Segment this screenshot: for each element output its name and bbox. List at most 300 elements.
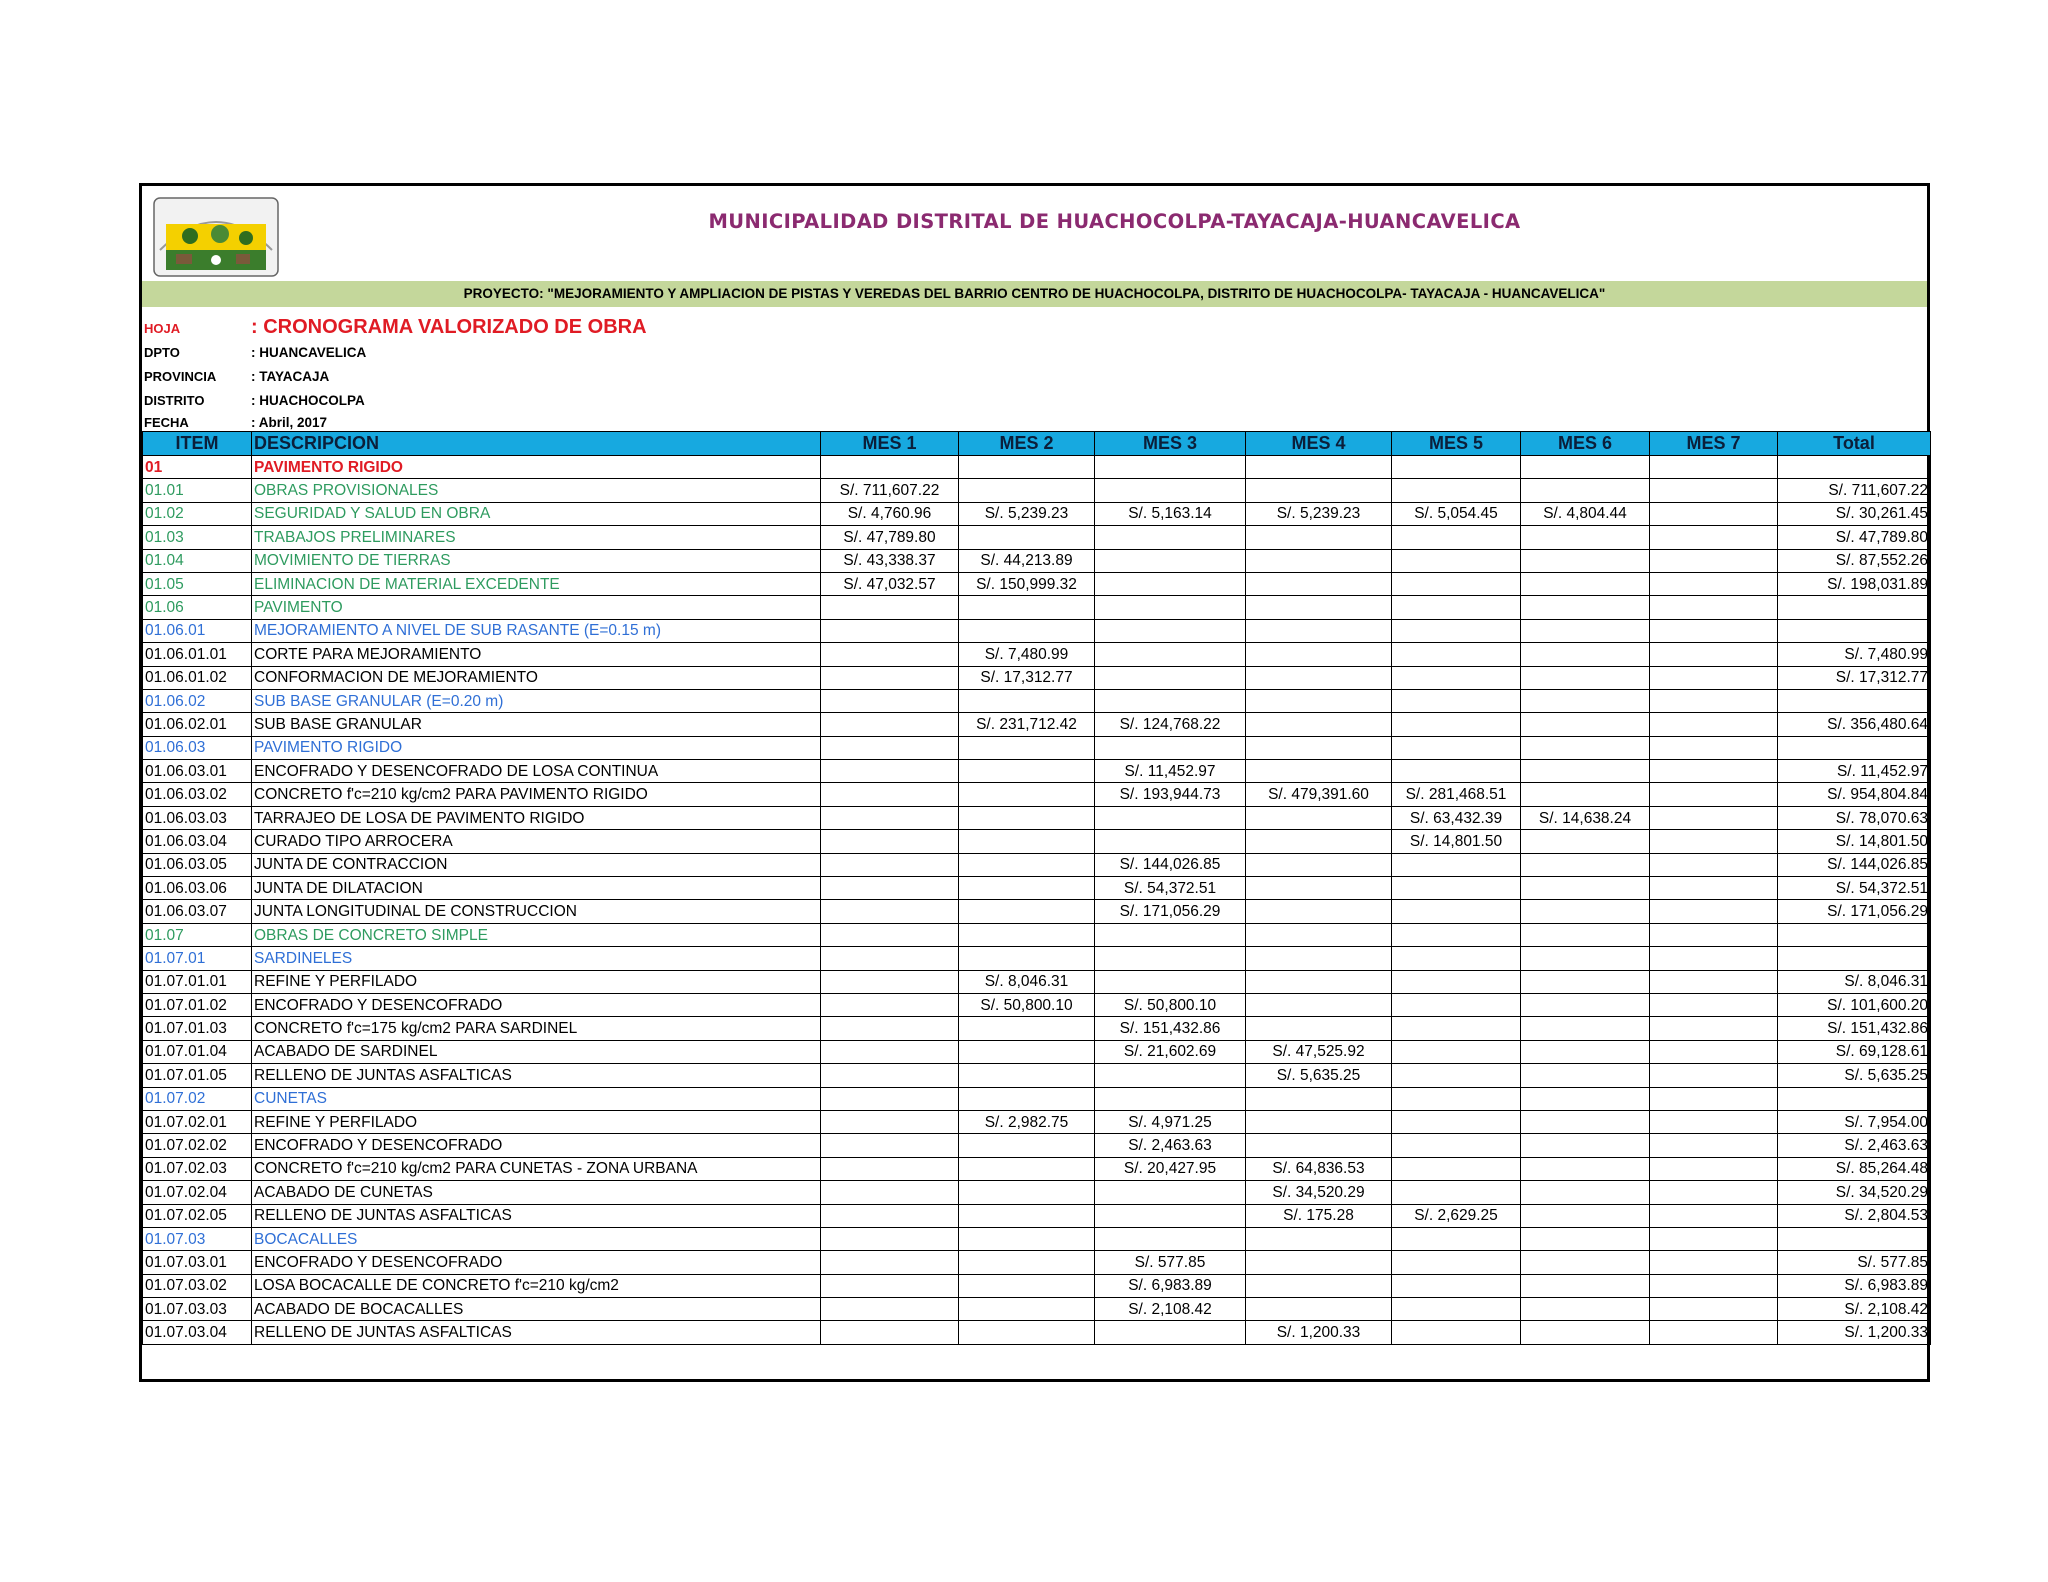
mes-4-cell: [1246, 1134, 1392, 1157]
mes-2-cell: [959, 1040, 1095, 1063]
mes-2-cell: [959, 1017, 1095, 1040]
mes-4-cell: [1246, 760, 1392, 783]
col-header-total: Total: [1778, 432, 1931, 456]
table-row: [143, 1157, 1931, 1180]
mes-5-cell: [1392, 1321, 1521, 1344]
mes-5-cell: [1392, 1017, 1521, 1040]
sheet-title: : CRONOGRAMA VALORIZADO DE OBRA: [251, 316, 647, 338]
mes-6-cell: [1521, 596, 1650, 619]
total-cell: S/. 577.85: [1778, 1251, 1931, 1274]
mes-7-cell: [1650, 596, 1778, 619]
table-row: [143, 736, 1931, 759]
mes-1-cell: [821, 1110, 959, 1133]
description-cell: CURADO TIPO ARROCERA: [252, 830, 821, 853]
mes-5-cell: [1392, 923, 1521, 946]
mes-7-cell: [1650, 713, 1778, 736]
mes-1-cell: [821, 596, 959, 619]
mes-4-cell: [1246, 1110, 1392, 1133]
mes-5-cell: [1392, 572, 1521, 595]
total-cell: [1778, 456, 1931, 479]
mes-4-cell: [1246, 877, 1392, 900]
mes-5-cell: [1392, 666, 1521, 689]
item-code-cell: 01.07.01.05: [143, 1064, 252, 1087]
item-code-cell: 01.07: [143, 923, 252, 946]
meta-provincia: [142, 366, 1042, 388]
mes-2-cell: [959, 947, 1095, 970]
mes-6-cell: S/. 4,804.44: [1521, 502, 1650, 525]
mes-7-cell: [1650, 993, 1778, 1016]
table-row: [143, 923, 1931, 946]
mes-2-cell: [959, 619, 1095, 642]
table-row: [143, 830, 1931, 853]
description-cell: ENCOFRADO Y DESENCOFRADO DE LOSA CONTINUA: [252, 760, 821, 783]
mes-1-cell: [821, 643, 959, 666]
description-cell: OBRAS PROVISIONALES: [252, 479, 821, 502]
mes-7-cell: [1650, 1321, 1778, 1344]
mes-3-cell: S/. 50,800.10: [1095, 993, 1246, 1016]
mes-4-cell: [1246, 479, 1392, 502]
mes-3-cell: [1095, 572, 1246, 595]
meta-fecha: [142, 414, 1042, 432]
mes-6-cell: [1521, 830, 1650, 853]
mes-3-cell: S/. 20,427.95: [1095, 1157, 1246, 1180]
table-row: [143, 993, 1931, 1016]
mes-4-cell: S/. 175.28: [1246, 1204, 1392, 1227]
description-cell: JUNTA LONGITUDINAL DE CONSTRUCCION: [252, 900, 821, 923]
mes-5-cell: [1392, 853, 1521, 876]
total-cell: S/. 11,452.97: [1778, 760, 1931, 783]
total-cell: S/. 2,804.53: [1778, 1204, 1931, 1227]
mes-5-cell: [1392, 643, 1521, 666]
mes-2-cell: [959, 1134, 1095, 1157]
description-cell: JUNTA DE DILATACION: [252, 877, 821, 900]
total-cell: S/. 54,372.51: [1778, 877, 1931, 900]
mes-4-cell: [1246, 713, 1392, 736]
table-row: [143, 549, 1931, 572]
total-cell: [1778, 689, 1931, 712]
item-code-cell: 01.03: [143, 526, 252, 549]
mes-6-cell: [1521, 1181, 1650, 1204]
mes-3-cell: S/. 2,463.63: [1095, 1134, 1246, 1157]
mes-1-cell: S/. 43,338.37: [821, 549, 959, 572]
item-code-cell: 01.06.03.03: [143, 806, 252, 829]
mes-4-cell: [1246, 643, 1392, 666]
meta-value: : HUACHOCOLPA: [251, 393, 365, 408]
mes-7-cell: [1650, 502, 1778, 525]
table-row: [143, 689, 1931, 712]
table-row: [143, 1274, 1931, 1297]
total-cell: S/. 78,070.63: [1778, 806, 1931, 829]
mes-1-cell: [821, 1087, 959, 1110]
table-row: [143, 526, 1931, 549]
mes-3-cell: [1095, 549, 1246, 572]
mes-6-cell: [1521, 713, 1650, 736]
description-cell: SEGURIDAD Y SALUD EN OBRA: [252, 502, 821, 525]
mes-2-cell: [959, 1087, 1095, 1110]
mes-6-cell: S/. 14,638.24: [1521, 806, 1650, 829]
mes-1-cell: [821, 1321, 959, 1344]
mes-4-cell: [1246, 947, 1392, 970]
mes-6-cell: [1521, 900, 1650, 923]
description-cell: TRABAJOS PRELIMINARES: [252, 526, 821, 549]
mes-5-cell: [1392, 479, 1521, 502]
item-code-cell: 01.02: [143, 502, 252, 525]
table-row: [143, 643, 1931, 666]
table-row: [143, 1321, 1931, 1344]
table-row: [143, 1251, 1931, 1274]
mes-5-cell: [1392, 877, 1521, 900]
description-cell: ACABADO DE CUNETAS: [252, 1181, 821, 1204]
mes-4-cell: [1246, 970, 1392, 993]
municipality-title: MUNICIPALIDAD DISTRITAL DE HUACHOCOLPA-TAYACAJA-HUANCAVELICA: [708, 210, 1521, 233]
col-header-mes-6: MES 6: [1521, 432, 1650, 456]
mes-1-cell: [821, 1298, 959, 1321]
mes-5-cell: [1392, 1134, 1521, 1157]
description-cell: TARRAJEO DE LOSA DE PAVIMENTO RIGIDO: [252, 806, 821, 829]
mes-1-cell: S/. 711,607.22: [821, 479, 959, 502]
item-code-cell: 01.06.03.01: [143, 760, 252, 783]
col-header-mes-7: MES 7: [1650, 432, 1778, 456]
col-header-mes-1: MES 1: [821, 432, 959, 456]
table-body: [143, 456, 1931, 1345]
description-cell: CORTE PARA MEJORAMIENTO: [252, 643, 821, 666]
mes-5-cell: S/. 14,801.50: [1392, 830, 1521, 853]
description-cell: SARDINELES: [252, 947, 821, 970]
table-row: [143, 947, 1931, 970]
table-row: [143, 1064, 1931, 1087]
col-header-mes-4: MES 4: [1246, 432, 1392, 456]
mes-3-cell: [1095, 666, 1246, 689]
mes-4-cell: S/. 5,635.25: [1246, 1064, 1392, 1087]
mes-5-cell: [1392, 1110, 1521, 1133]
table-row: [143, 1087, 1931, 1110]
mes-4-cell: [1246, 1087, 1392, 1110]
mes-7-cell: [1650, 1204, 1778, 1227]
mes-5-cell: [1392, 970, 1521, 993]
description-cell: PAVIMENTO: [252, 596, 821, 619]
mes-6-cell: [1521, 1087, 1650, 1110]
mes-4-cell: S/. 479,391.60: [1246, 783, 1392, 806]
mes-3-cell: S/. 577.85: [1095, 1251, 1246, 1274]
mes-5-cell: [1392, 736, 1521, 759]
mes-7-cell: [1650, 760, 1778, 783]
mes-2-cell: S/. 8,046.31: [959, 970, 1095, 993]
meta-label: HOJA: [144, 321, 181, 336]
mes-6-cell: [1521, 853, 1650, 876]
table-row: [143, 760, 1931, 783]
table-row: [143, 1181, 1931, 1204]
mes-7-cell: [1650, 479, 1778, 502]
description-cell: BOCACALLES: [252, 1227, 821, 1250]
mes-1-cell: [821, 1274, 959, 1297]
mes-6-cell: [1521, 1204, 1650, 1227]
mes-6-cell: [1521, 1227, 1650, 1250]
total-cell: S/. 2,463.63: [1778, 1134, 1931, 1157]
mes-1-cell: [821, 1204, 959, 1227]
mes-3-cell: [1095, 689, 1246, 712]
total-cell: S/. 144,026.85: [1778, 853, 1931, 876]
mes-3-cell: [1095, 1204, 1246, 1227]
mes-1-cell: [821, 1157, 959, 1180]
meta-dpto: [142, 342, 1042, 364]
mes-2-cell: [959, 853, 1095, 876]
mes-3-cell: S/. 54,372.51: [1095, 877, 1246, 900]
mes-4-cell: [1246, 689, 1392, 712]
description-cell: JUNTA DE CONTRACCION: [252, 853, 821, 876]
mes-5-cell: [1392, 1251, 1521, 1274]
mes-3-cell: [1095, 1087, 1246, 1110]
mes-2-cell: [959, 596, 1095, 619]
mes-6-cell: [1521, 947, 1650, 970]
item-code-cell: 01.06.03.05: [143, 853, 252, 876]
table-row: [143, 1204, 1931, 1227]
description-cell: CONCRETO f'c=210 kg/cm2 PARA CUNETAS - ZONA URBANA: [252, 1157, 821, 1180]
mes-3-cell: [1095, 806, 1246, 829]
mes-3-cell: S/. 144,026.85: [1095, 853, 1246, 876]
mes-7-cell: [1650, 1134, 1778, 1157]
mes-2-cell: S/. 231,712.42: [959, 713, 1095, 736]
mes-7-cell: [1650, 619, 1778, 642]
mes-1-cell: [821, 1064, 959, 1087]
mes-2-cell: S/. 17,312.77: [959, 666, 1095, 689]
mes-5-cell: [1392, 1298, 1521, 1321]
description-cell: PAVIMENTO RIGIDO: [252, 736, 821, 759]
mes-4-cell: [1246, 666, 1392, 689]
mes-4-cell: [1246, 1251, 1392, 1274]
item-code-cell: 01.01: [143, 479, 252, 502]
mes-1-cell: [821, 900, 959, 923]
mes-3-cell: [1095, 479, 1246, 502]
mes-3-cell: S/. 6,983.89: [1095, 1274, 1246, 1297]
mes-5-cell: [1392, 947, 1521, 970]
mes-7-cell: [1650, 549, 1778, 572]
mes-7-cell: [1650, 643, 1778, 666]
table-row: [143, 970, 1931, 993]
total-cell: S/. 2,108.42: [1778, 1298, 1931, 1321]
item-code-cell: 01.07.02.03: [143, 1157, 252, 1180]
total-cell: S/. 954,804.84: [1778, 783, 1931, 806]
total-cell: S/. 7,954.00: [1778, 1110, 1931, 1133]
mes-4-cell: [1246, 549, 1392, 572]
mes-6-cell: [1521, 1134, 1650, 1157]
mes-4-cell: [1246, 1298, 1392, 1321]
meta-value: : HUANCAVELICA: [251, 345, 367, 360]
schedule-sheet: [139, 183, 1930, 1382]
total-cell: [1778, 736, 1931, 759]
table-row: [143, 572, 1931, 595]
mes-6-cell: [1521, 1017, 1650, 1040]
mes-6-cell: [1521, 666, 1650, 689]
description-cell: RELLENO DE JUNTAS ASFALTICAS: [252, 1321, 821, 1344]
mes-4-cell: S/. 1,200.33: [1246, 1321, 1392, 1344]
mes-1-cell: S/. 4,760.96: [821, 502, 959, 525]
mes-5-cell: [1392, 456, 1521, 479]
mes-5-cell: [1392, 1274, 1521, 1297]
mes-7-cell: [1650, 1157, 1778, 1180]
item-code-cell: 01.07.01: [143, 947, 252, 970]
mes-2-cell: [959, 806, 1095, 829]
mes-4-cell: S/. 64,836.53: [1246, 1157, 1392, 1180]
mes-4-cell: [1246, 830, 1392, 853]
mes-3-cell: S/. 21,602.69: [1095, 1040, 1246, 1063]
table-row: [143, 877, 1931, 900]
mes-1-cell: [821, 666, 959, 689]
item-code-cell: 01.07.02.04: [143, 1181, 252, 1204]
item-code-cell: 01.06: [143, 596, 252, 619]
mes-1-cell: [821, 713, 959, 736]
table-row: [143, 1017, 1931, 1040]
mes-5-cell: [1392, 596, 1521, 619]
total-cell: S/. 151,432.86: [1778, 1017, 1931, 1040]
mes-7-cell: [1650, 1017, 1778, 1040]
description-cell: CONCRETO f'c=210 kg/cm2 PARA PAVIMENTO RIGIDO: [252, 783, 821, 806]
mes-1-cell: [821, 1251, 959, 1274]
item-code-cell: 01.07.01.03: [143, 1017, 252, 1040]
mes-4-cell: [1246, 736, 1392, 759]
item-code-cell: 01.05: [143, 572, 252, 595]
mes-5-cell: S/. 63,432.39: [1392, 806, 1521, 829]
item-code-cell: 01.06.03.06: [143, 877, 252, 900]
description-cell: RELLENO DE JUNTAS ASFALTICAS: [252, 1204, 821, 1227]
mes-4-cell: [1246, 1017, 1392, 1040]
mes-6-cell: [1521, 993, 1650, 1016]
description-cell: CONFORMACION DE MEJORAMIENTO: [252, 666, 821, 689]
mes-5-cell: [1392, 713, 1521, 736]
total-cell: S/. 87,552.26: [1778, 549, 1931, 572]
mes-7-cell: [1650, 877, 1778, 900]
mes-1-cell: [821, 689, 959, 712]
mes-4-cell: [1246, 572, 1392, 595]
mes-2-cell: [959, 1274, 1095, 1297]
table-row: [143, 479, 1931, 502]
mes-1-cell: [821, 806, 959, 829]
mes-2-cell: [959, 830, 1095, 853]
item-code-cell: 01.06.03: [143, 736, 252, 759]
mes-3-cell: S/. 193,944.73: [1095, 783, 1246, 806]
description-cell: REFINE Y PERFILADO: [252, 1110, 821, 1133]
mes-1-cell: S/. 47,032.57: [821, 572, 959, 595]
mes-6-cell: [1521, 970, 1650, 993]
item-code-cell: 01.07.01.04: [143, 1040, 252, 1063]
description-cell: ELIMINACION DE MATERIAL EXCEDENTE: [252, 572, 821, 595]
mes-2-cell: [959, 783, 1095, 806]
table-row: [143, 853, 1931, 876]
mes-5-cell: [1392, 526, 1521, 549]
mes-2-cell: [959, 760, 1095, 783]
mes-2-cell: [959, 1321, 1095, 1344]
item-code-cell: 01.06.02.01: [143, 713, 252, 736]
mes-6-cell: [1521, 643, 1650, 666]
item-code-cell: 01.07.02: [143, 1087, 252, 1110]
mes-3-cell: S/. 2,108.42: [1095, 1298, 1246, 1321]
table-row: [143, 806, 1931, 829]
mes-7-cell: [1650, 456, 1778, 479]
mes-5-cell: [1392, 1040, 1521, 1063]
item-code-cell: 01.07.02.01: [143, 1110, 252, 1133]
mes-3-cell: S/. 11,452.97: [1095, 760, 1246, 783]
total-cell: S/. 85,264.48: [1778, 1157, 1931, 1180]
mes-6-cell: [1521, 1064, 1650, 1087]
table-row: [143, 1298, 1931, 1321]
total-cell: [1778, 619, 1931, 642]
table-row: [143, 619, 1931, 642]
mes-3-cell: [1095, 1227, 1246, 1250]
mes-3-cell: [1095, 736, 1246, 759]
total-cell: S/. 356,480.64: [1778, 713, 1931, 736]
item-code-cell: 01.06.03.04: [143, 830, 252, 853]
item-code-cell: 01.07.03.03: [143, 1298, 252, 1321]
meta-label: DPTO: [144, 345, 180, 360]
mes-7-cell: [1650, 1087, 1778, 1110]
mes-7-cell: [1650, 783, 1778, 806]
description-cell: ENCOFRADO Y DESENCOFRADO: [252, 1134, 821, 1157]
mes-2-cell: [959, 1251, 1095, 1274]
mes-6-cell: [1521, 1040, 1650, 1063]
description-cell: LOSA BOCACALLE DE CONCRETO f'c=210 kg/cm2: [252, 1274, 821, 1297]
description-cell: ENCOFRADO Y DESENCOFRADO: [252, 993, 821, 1016]
description-cell: MEJORAMIENTO A NIVEL DE SUB RASANTE (E=0.15 m): [252, 619, 821, 642]
mes-2-cell: S/. 7,480.99: [959, 643, 1095, 666]
project-banner: PROYECTO: "MEJORAMIENTO Y AMPLIACION DE PISTAS Y VEREDAS DEL BARRIO CENTRO DE HUACHOCOLPA, DISTRITO DE HUACHOCOLPA- TAYACAJA - HUANCAVELICA": [142, 281, 1927, 307]
total-cell: S/. 198,031.89: [1778, 572, 1931, 595]
item-code-cell: 01.07.03: [143, 1227, 252, 1250]
mes-4-cell: [1246, 806, 1392, 829]
mes-7-cell: [1650, 666, 1778, 689]
mes-2-cell: [959, 1227, 1095, 1250]
mes-1-cell: [821, 970, 959, 993]
total-cell: S/. 69,128.61: [1778, 1040, 1931, 1063]
total-cell: [1778, 947, 1931, 970]
table-row: [143, 1134, 1931, 1157]
mes-2-cell: [959, 526, 1095, 549]
mes-2-cell: S/. 5,239.23: [959, 502, 1095, 525]
mes-4-cell: S/. 5,239.23: [1246, 502, 1392, 525]
total-cell: S/. 6,983.89: [1778, 1274, 1931, 1297]
mes-5-cell: S/. 5,054.45: [1392, 502, 1521, 525]
mes-1-cell: [821, 619, 959, 642]
mes-4-cell: [1246, 1227, 1392, 1250]
description-cell: ACABADO DE SARDINEL: [252, 1040, 821, 1063]
item-code-cell: 01.07.03.04: [143, 1321, 252, 1344]
mes-3-cell: [1095, 947, 1246, 970]
col-header-item: ITEM: [143, 432, 252, 456]
total-cell: [1778, 1087, 1931, 1110]
mes-2-cell: S/. 50,800.10: [959, 993, 1095, 1016]
mes-7-cell: [1650, 1274, 1778, 1297]
mes-3-cell: S/. 124,768.22: [1095, 713, 1246, 736]
item-code-cell: 01.06.03.02: [143, 783, 252, 806]
table-row: [143, 1227, 1931, 1250]
description-cell: MOVIMIENTO DE TIERRAS: [252, 549, 821, 572]
description-cell: REFINE Y PERFILADO: [252, 970, 821, 993]
mes-2-cell: [959, 1181, 1095, 1204]
mes-7-cell: [1650, 736, 1778, 759]
table-row: [143, 1040, 1931, 1063]
mes-2-cell: [959, 456, 1095, 479]
mes-6-cell: [1521, 877, 1650, 900]
mes-1-cell: [821, 1040, 959, 1063]
mes-2-cell: [959, 689, 1095, 712]
mes-7-cell: [1650, 947, 1778, 970]
table-row: [143, 502, 1931, 525]
mes-7-cell: [1650, 1251, 1778, 1274]
mes-1-cell: [821, 1181, 959, 1204]
mes-5-cell: [1392, 549, 1521, 572]
description-cell: ACABADO DE BOCACALLES: [252, 1298, 821, 1321]
mes-7-cell: [1650, 1298, 1778, 1321]
item-code-cell: 01.07.02.02: [143, 1134, 252, 1157]
total-cell: S/. 101,600.20: [1778, 993, 1931, 1016]
